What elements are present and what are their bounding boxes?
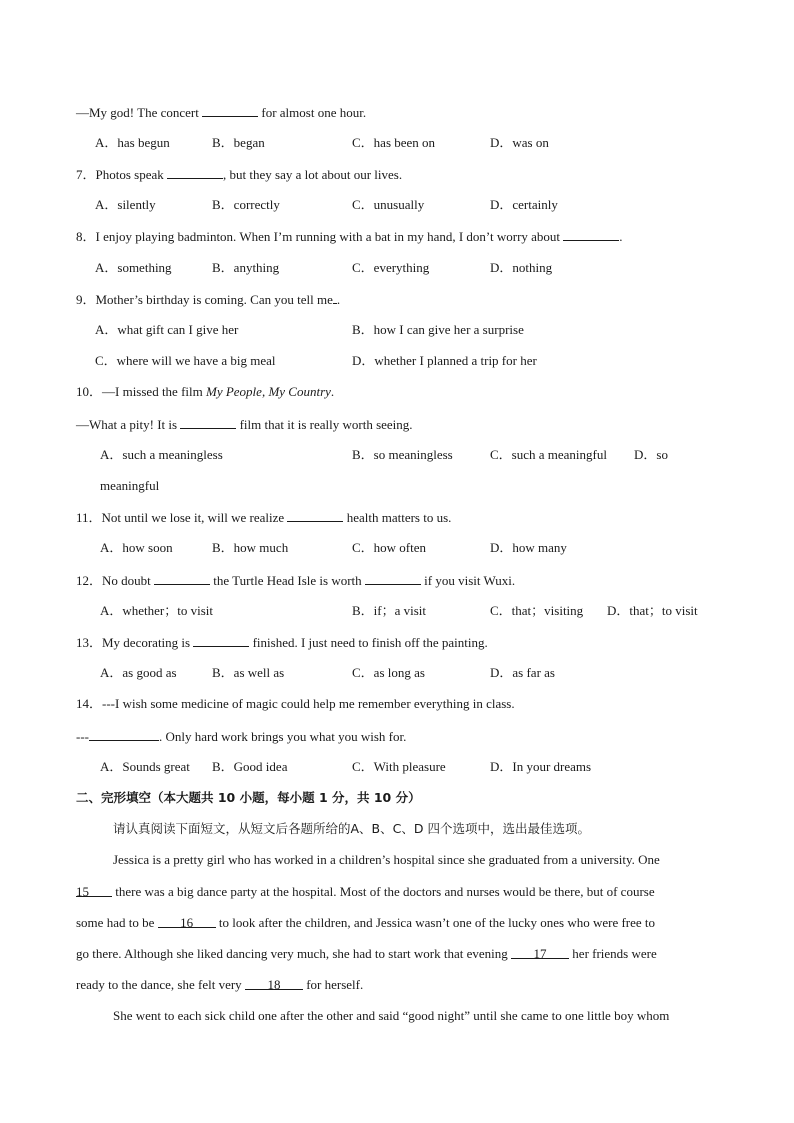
q7-option-b[interactable]: B．correctly: [212, 197, 280, 212]
q10-film-title: My People, My Country: [206, 384, 331, 399]
q9-option-b[interactable]: B．how I can give her a surprise: [352, 322, 524, 337]
q7-stem: [76, 166, 402, 183]
q11-stem: [76, 509, 451, 526]
passage-text: for herself.: [306, 977, 364, 992]
q11-post: health matters to us.: [346, 510, 452, 525]
q12-stem: [76, 572, 515, 589]
q8-option-c[interactable]: C．everything: [352, 260, 430, 275]
answer-blank[interactable]: [287, 509, 343, 522]
q13-pre: 13．My decorating is: [76, 635, 191, 650]
q7-pre: 7．Photos speak: [76, 167, 164, 182]
cloze-number: 18: [267, 977, 281, 992]
cloze-blank-16[interactable]: [158, 915, 216, 928]
q9-option-d[interactable]: D．whether I planned a trip for her: [352, 353, 537, 368]
answer-blank[interactable]: [365, 572, 421, 585]
passage-text: ready to the dance, she felt very: [76, 977, 242, 992]
q8-option-a[interactable]: A．something: [95, 260, 172, 275]
passage-text: there was a big dance party at the hospital. Most of the doctors and nurses would be there, but of course: [115, 884, 655, 899]
passage-line: Jessica is a pretty girl who has worked in a children’s hospital since she graduated from a university. One: [113, 852, 660, 867]
q11-option-c[interactable]: C．how often: [352, 540, 427, 555]
q6-option-d[interactable]: D．was on: [490, 135, 549, 150]
q10-option-d-continued[interactable]: meaningful: [100, 478, 160, 493]
q14-stem: 14．---I wish some medicine of magic could help me remember everything in class.: [76, 696, 515, 711]
q6-option-a[interactable]: A．has begun: [95, 135, 170, 150]
q7-option-c[interactable]: C．unusually: [352, 197, 425, 212]
q12-pre: 12．No doubt: [76, 573, 151, 588]
cloze-number: 17: [533, 946, 547, 961]
q6-option-c[interactable]: C．has been on: [352, 135, 436, 150]
q11-option-a[interactable]: A．how soon: [100, 540, 173, 555]
passage-text: go there. Although she liked dancing very much, she had to start work that evening: [76, 946, 508, 961]
q11-pre: 11．Not until we lose it, will we realize: [76, 510, 285, 525]
q12-option-b[interactable]: B．if；a visit: [352, 603, 427, 618]
q8-option-b[interactable]: B．anything: [212, 260, 280, 275]
q12-option-c[interactable]: C．that；visiting: [490, 603, 584, 618]
q13-option-a[interactable]: A．as good as: [100, 665, 177, 680]
q12-post: if you visit Wuxi.: [424, 573, 516, 588]
answer-blank[interactable]: [89, 728, 159, 741]
q6-reply: [76, 104, 366, 121]
q10-reply-pre: —What a pity! It is: [76, 417, 178, 432]
q14-option-a[interactable]: A．Sounds great: [100, 759, 190, 774]
q9-option-c[interactable]: C．where will we have a big meal: [95, 353, 276, 368]
passage-line: She went to each sick child one after the other and said “good night” until she came to one little boy whom: [113, 1008, 670, 1023]
q9-stem: [76, 291, 340, 308]
q10-pre: 10．—I missed the film: [76, 384, 203, 399]
q14-reply-pre: ---: [76, 729, 89, 744]
q14-reply: [76, 728, 406, 745]
q11-option-d[interactable]: D．how many: [490, 540, 567, 555]
q13-option-d[interactable]: D．as far as: [490, 665, 555, 680]
q10-reply: [76, 416, 413, 433]
answer-blank[interactable]: [167, 166, 223, 179]
cloze-blank-17[interactable]: [511, 946, 569, 959]
q10-post: .: [330, 384, 335, 399]
q13-post: finished. I just need to finish off the painting.: [252, 635, 488, 650]
cloze-number: 15: [76, 884, 89, 899]
passage-line: [76, 946, 657, 962]
q7-option-d[interactable]: D．certainly: [490, 197, 558, 212]
q8-stem: [76, 228, 623, 245]
q10-option-c[interactable]: C．such a meaningful: [490, 447, 607, 462]
q13-option-c[interactable]: C．as long as: [352, 665, 425, 680]
q8-post: .: [619, 229, 623, 244]
q13-stem: [76, 634, 488, 651]
q9-post: .: [336, 292, 341, 307]
passage-line: [76, 915, 655, 931]
cloze-blank-18[interactable]: [245, 977, 303, 990]
q12-option-d[interactable]: D．that；to visit: [607, 603, 698, 618]
q7-option-a[interactable]: A．silently: [95, 197, 156, 212]
q10-reply-post: film that it is really worth seeing.: [239, 417, 413, 432]
answer-blank[interactable]: [180, 416, 236, 429]
passage-text: some had to be: [76, 915, 155, 930]
passage-line: [76, 884, 655, 900]
q6-reply-pre: —My god! The concert: [76, 105, 199, 120]
q14-option-b[interactable]: B．Good idea: [212, 759, 288, 774]
q10-stem: [76, 384, 334, 400]
q8-option-d[interactable]: D．nothing: [490, 260, 553, 275]
passage-line: [76, 977, 363, 993]
q11-option-b[interactable]: B．how much: [212, 540, 289, 555]
q9-option-a[interactable]: A．what gift can I give her: [95, 322, 239, 337]
cloze-blank-15[interactable]: [76, 884, 112, 897]
q12-mid: the Turtle Head Isle is worth: [213, 573, 362, 588]
q14-option-d[interactable]: D．In your dreams: [490, 759, 592, 774]
q10-option-d[interactable]: D．so: [634, 447, 668, 462]
q7-post: , but they say a lot about our lives.: [223, 167, 403, 182]
q10-option-b[interactable]: B．so meaningless: [352, 447, 453, 462]
passage-text: to look after the children, and Jessica wasn’t one of the lucky ones who were free to: [218, 915, 656, 930]
section-heading: 二、完形填空（本大题共 10 小题，每小题 1 分，共 10 分）: [76, 790, 421, 805]
q6-reply-post: for almost one hour.: [261, 105, 367, 120]
q14-reply-post: . Only hard work brings you what you wish for.: [159, 729, 407, 744]
answer-blank[interactable]: [563, 228, 619, 241]
passage-text: her friends were: [572, 946, 657, 961]
cloze-number: 16: [180, 915, 194, 930]
answer-blank[interactable]: [202, 104, 258, 117]
q10-option-a[interactable]: A．such a meaningless: [100, 447, 223, 462]
section-instruction: 请认真阅读下面短文，从短文后各题所给的A、B、C、D 四个选项中，选出最佳选项。: [113, 821, 590, 836]
answer-blank[interactable]: [193, 634, 249, 647]
q14-option-c[interactable]: C．With pleasure: [352, 759, 446, 774]
q6-option-b[interactable]: B．began: [212, 135, 265, 150]
q13-option-b[interactable]: B．as well as: [212, 665, 285, 680]
q9-text: 9．Mother’s birthday is coming. Can you tell me: [76, 292, 333, 307]
q12-option-a[interactable]: A．whether；to visit: [100, 603, 214, 618]
q8-pre: 8．I enjoy playing badminton. When I’m running with a bat in my hand, I don’t worry about: [76, 229, 561, 244]
answer-blank[interactable]: [154, 572, 210, 585]
